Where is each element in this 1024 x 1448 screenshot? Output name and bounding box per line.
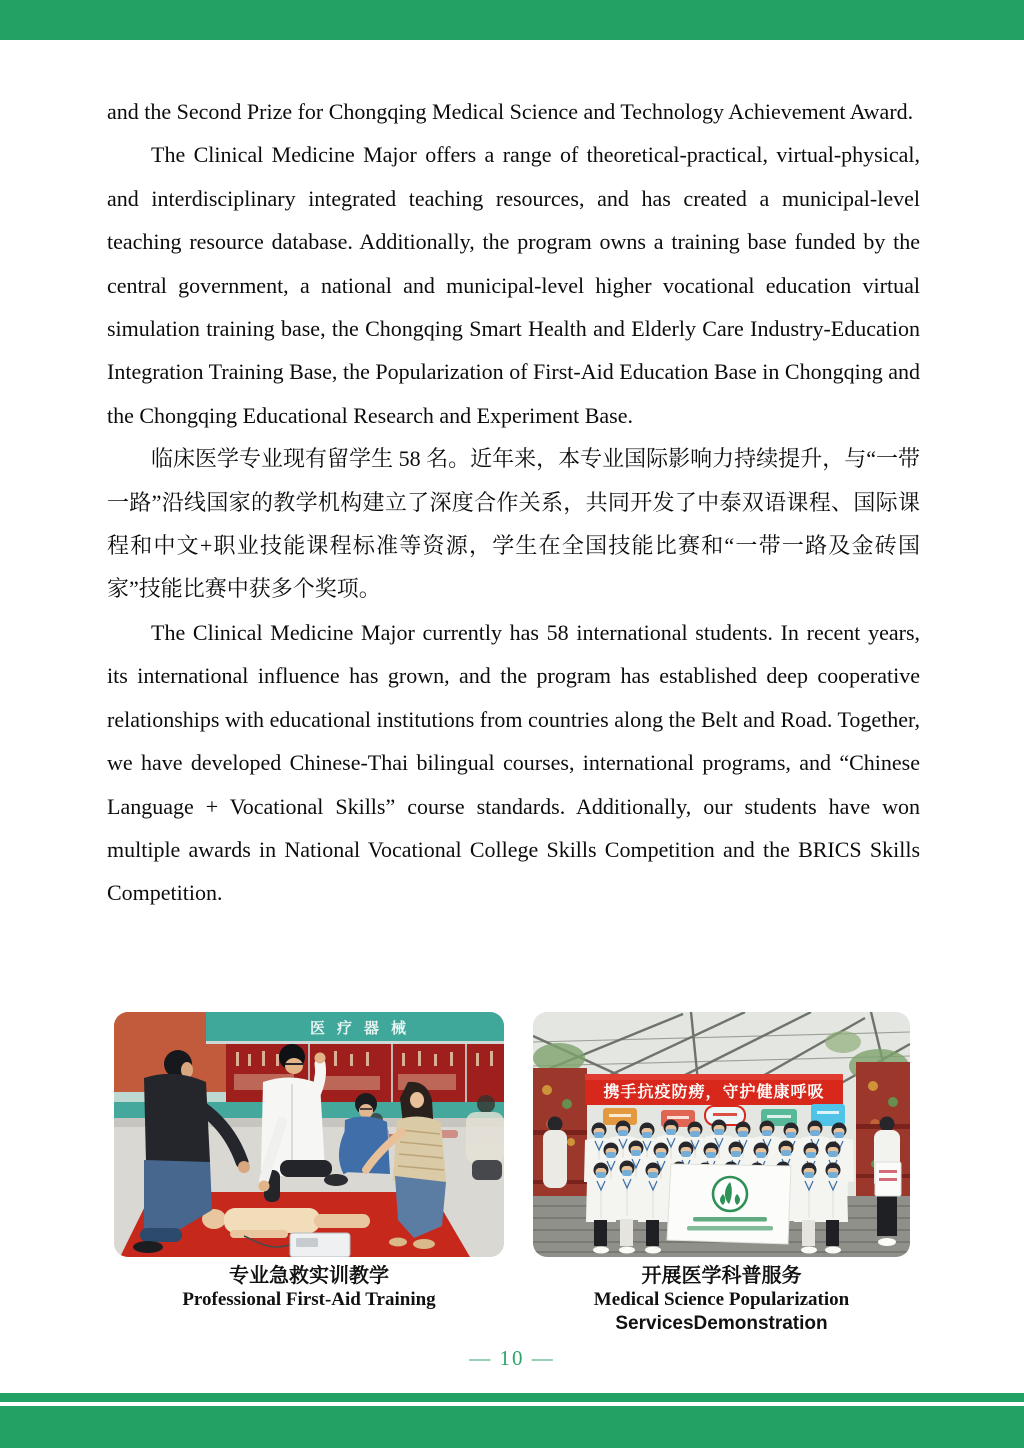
caption-left (114, 1264, 504, 1312)
bottom-thin-green-bar (0, 1393, 1024, 1402)
science-popularization-photo (533, 1012, 910, 1257)
first-aid-training-photo (114, 1012, 504, 1257)
medical-equipment-sign: 医疗器械 (309, 1020, 419, 1037)
paragraph-teaching-resources: The Clinical Medicine Major offers a range of theoretical-practical, virtual-physical, and interdisciplinary integrated teaching resources, and has created a municipal-level teaching resource database. Additionally, the program owns a training base funded by the central government, a national and municipal-level higher vocational education virtual simulation training base, the Chongqing Smart Health and Elderly Care Industry-Education Integration Training Base, the Popularization of First-Aid Education Base in Chongqing and the Chongqing Educational Research and Experiment Base. (107, 142, 920, 428)
caption-left-chinese: 专业急救实训教学 (229, 1265, 389, 1287)
body-text (107, 90, 920, 1014)
top-green-bar (0, 0, 1024, 40)
caption-right-chinese: 开展医学科普服务 (641, 1265, 802, 1287)
group-photo-illustration (533, 1012, 910, 1257)
paragraph-international: The Clinical Medicine Major currently has 58 international students. In recent years, its international influence has grown, and the program has established deep cooperative relationships with educational institutions from countries along the Belt and Road. Together, we have developed Chinese-Thai bilingual courses, international programs, and “Chinese Language + Vocational Skills” course standards. Additionally, our students have won multiple awards in National Vocational College Skills Competition and the BRICS Skills Competition. (107, 619, 920, 906)
bottom-thick-green-bar (0, 1406, 1024, 1448)
caption-left-english: Professional First-Aid Training (182, 1289, 436, 1310)
flag (667, 1164, 791, 1244)
first-aid-training-illustration (114, 1012, 504, 1257)
paragraph-continuation: and the Second Prize for Chongqing Medical Science and Technology Achievement Award. (107, 99, 914, 124)
caption-right-english-line2: ServicesDemonstration (615, 1313, 828, 1334)
page-number: — 10 — (469, 1346, 555, 1370)
caption-right (533, 1264, 910, 1336)
caption-right-english-line1: Medical Science Popularization (593, 1289, 850, 1310)
banner-text: 携手抗疫防痨，守护健康呼吸 (603, 1084, 825, 1101)
banner (585, 1074, 843, 1105)
paragraph-chinese: 临床医学专业现有留学生 58 名。近年来，本专业国际影响力持续提升，与“一带一路”沿线国家的教学机构建立了深度合作关系，共同开发了中泰双语课程、国际课程和中文+职业技能课程标准等资源，学生在全国技能比赛和“一带一路及金砖国家”技能比赛中获多个奖项。 (107, 446, 920, 602)
